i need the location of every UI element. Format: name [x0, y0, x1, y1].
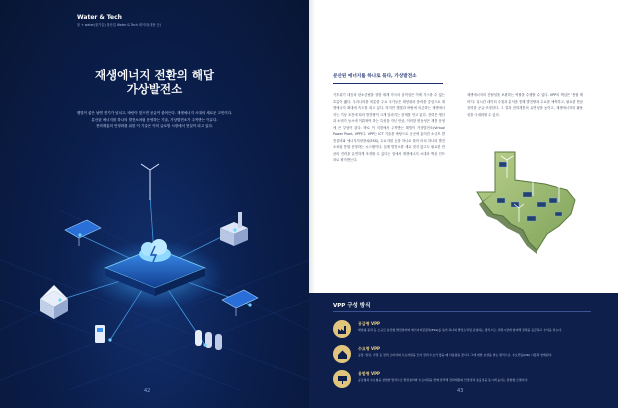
page-number-left: 42 [144, 388, 151, 394]
vpp-section-title: VPP 구성 방식 [333, 303, 371, 309]
vpp-item-supply [333, 320, 595, 344]
texas-shape [477, 152, 575, 250]
intro-line-3: 전력계통의 안정화를 위한 이 기술은 이미 글로벌 시장에서 현실이 되고 있다. [95, 124, 214, 128]
headline-line-2: 가상발전소 [126, 82, 183, 96]
intro-line-2: 분산된 에너지를 하나의 발전소처럼 운영하는 기술, 가상발전소가 주목받는 이유다. [91, 117, 218, 122]
vpp-item-name: 융합형 VPP [358, 371, 380, 376]
headline [0, 68, 309, 96]
section-title: Water & Tech [77, 14, 122, 21]
wind-turbine-icon [141, 164, 159, 200]
vpp-item-hybrid [333, 370, 595, 394]
vpp-item-demand [333, 345, 595, 369]
vpp-composition-section [309, 293, 618, 408]
ev-charger-icon [95, 325, 105, 343]
factory-icon [333, 320, 351, 338]
article-subtitle: 분산된 에너지를 하나로 묶다, 가상발전소 [333, 74, 417, 79]
vpp-item-desc: 공장, 빌딩, 가정 등 전력 소비자의 수요자원을 모아 전력 수요가 많을 때 사용량을 줄이고 그에 대한 보상을 받는 방식으로, 수요반응(DR) 시장과 연계된다. [358, 353, 553, 357]
intro-paragraph [30, 110, 279, 130]
section-subtitle: 물 + water(물기술) 물산업 Water & Tech 데이터(내용 등) [77, 23, 161, 27]
texas-energy-map-illustration [467, 142, 589, 260]
house-icon [40, 285, 68, 319]
vpp-item-name: 수요형 VPP [358, 346, 380, 351]
body-column-1: 기후위기 대응과 탄소중립을 향한 세계 각국의 움직임은 이제 거스를 수 없는 흐름이 됐다. 우리나라를 비롯한 주요 국가들은 태양광과 풍력을 중심으로 재생에너지 확대에 속도를 내고 있다. 하지만 햇빛과 바람에 의존하는 재생에너지는 기상 조건에 따라 발전량이 크게 달라지는 한계를 안고 있다. 전력은 생산과 소비가 동시에 이뤄져야 하는 특성을 지닌 만큼, 이러한 변동성은 계통 운영에 큰 부담이 된다. 바로 이 지점에서 주목받는 해법이 가상발전소(Virtual Power Plant, VPP)다. VPP는 ICT 기술을 바탕으로 곳곳에 흩어진 소규모 발전설비와 에너지저장장치(ESS), 수요자원 등을 하나로 묶어 마치 하나의 발전소처럼 통합 운영하는 시스템이다. 실제 발전소를 새로 짓지 않고도 필요한 만큼의 전력을 유연하게 조정할 수 있다는 점에서 재생에너지 시대의 핵심 인프라로 평가받는다. [333, 93, 445, 163]
body-column-2: 재생에너지의 간헐성을 보완하는 역할을 수행할 수 있다. VPP의 핵심은 '통합 제어'다. 실시간 데이터 수집과 분석을 통해 발전량과 수요를 예측하고, 필요한 만큼 전력을 공급·조정한다. 그 결과 전력계통의 유연성을 높이고, 재생에너지의 활용성을 극대화할 수 있다. [467, 93, 583, 117]
right-page [309, 0, 618, 408]
vpp-network-illustration [0, 140, 309, 390]
battery-storage-icon [195, 330, 222, 350]
intro-line-1: 햇빛이 좋은 날엔 전기가 넘치고, 바람이 멎으면 공급이 줄어든다. 재생에너지 시대의 새로운 고민이다. [76, 111, 233, 115]
solar-panel-icon [333, 370, 351, 388]
subtitle-divider [333, 83, 443, 84]
vpp-item-desc: 공급형과 수요형을 결합한 방식으로 발전설비와 수요자원을 함께 관리해 전력계통의 안정성과 효율성을 동시에 높이는 통합형 모델이다. [358, 378, 529, 382]
house-icon [333, 345, 351, 363]
vpp-item-name: 공급형 VPP [358, 321, 380, 326]
vpp-item-desc: 태양광·풍력 등 소규모 분산형 발전설비와 에너지저장장치(ESS)를 묶어 하나의 발전소처럼 운영하는 방식으로, 전력시장에 참여해 전력을 공급하고 수익을 얻는다. [358, 328, 562, 332]
vpp-divider [333, 311, 591, 312]
headline-line-1: 재생에너지 전환의 해답 [94, 68, 215, 82]
page-number-right: 43 [457, 388, 464, 394]
